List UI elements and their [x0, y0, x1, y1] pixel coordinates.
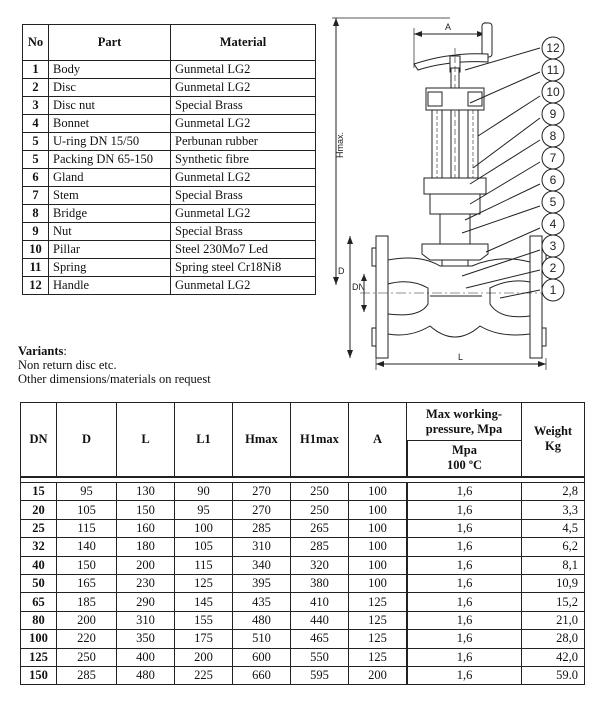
part-name: Pillar: [49, 241, 171, 259]
part-number: 9: [23, 223, 49, 241]
dims-cell-dn: 32: [21, 538, 57, 556]
dims-cell-h1max: 595: [291, 666, 349, 684]
callout-number: 8: [549, 129, 557, 143]
dims-cell-dn: 25: [21, 519, 57, 537]
dims-cell-l1: 100: [175, 519, 233, 537]
dims-table-row: [21, 611, 585, 629]
dims-cell-dn: 40: [21, 556, 57, 574]
dims-cell-l1: 155: [175, 611, 233, 629]
part-material: Gunmetal LG2: [171, 61, 316, 79]
part-number: 12: [23, 277, 49, 295]
dim-label-l: L: [458, 352, 464, 362]
part-name: Disc nut: [49, 97, 171, 115]
dims-cell-weight: 15,2: [522, 593, 585, 611]
dims-cell-a: 100: [349, 556, 407, 574]
dims-cell-weight: 3,3: [522, 501, 585, 519]
dims-header-l1: L1: [175, 403, 233, 477]
dims-cell-l: 350: [117, 630, 175, 648]
callout-number: 11: [546, 63, 560, 77]
dims-cell-hmax: 660: [233, 666, 291, 684]
dim-label-dn: DN: [352, 282, 365, 292]
dims-header-a: A: [349, 403, 407, 477]
parts-table-row: [23, 133, 316, 151]
dims-cell-weight: 6,2: [522, 538, 585, 556]
dims-cell-l1: 225: [175, 666, 233, 684]
part-name: Packing DN 65-150: [49, 151, 171, 169]
dims-cell-weight: 10,9: [522, 574, 585, 592]
dims-table-row: [21, 574, 585, 592]
dims-header-dn: DN: [21, 403, 57, 477]
dims-cell-l1: 90: [175, 483, 233, 501]
dims-cell-hmax: 510: [233, 630, 291, 648]
parts-table-row: [23, 205, 316, 223]
dim-label-d: D: [338, 266, 345, 276]
dims-cell-hmax: 480: [233, 611, 291, 629]
part-material: Gunmetal LG2: [171, 277, 316, 295]
dims-cell-h1max: 410: [291, 593, 349, 611]
parts-header-no: No: [23, 25, 49, 61]
part-name: Body: [49, 61, 171, 79]
part-number: 7: [23, 187, 49, 205]
dims-cell-mpa: 1,6: [408, 556, 522, 574]
dims-cell-hmax: 270: [233, 483, 291, 501]
dims-cell-dn: 150: [21, 666, 57, 684]
parts-table: [22, 24, 316, 295]
dims-cell-dn: 20: [21, 501, 57, 519]
dims-cell-h1max: 285: [291, 538, 349, 556]
part-name: Nut: [49, 223, 171, 241]
part-number: 11: [23, 259, 49, 277]
parts-table-header: [23, 25, 316, 61]
dims-cell-weight: 59.0: [522, 666, 585, 684]
dims-cell-dn: 15: [21, 483, 57, 501]
dims-table-row: [21, 538, 585, 556]
dims-header-pressure-text: Max working-pressure, Mpa: [425, 406, 503, 436]
dims-cell-l: 310: [117, 611, 175, 629]
callout-number: 4: [549, 217, 557, 231]
dims-cell-hmax: 435: [233, 593, 291, 611]
dims-table-row: [21, 593, 585, 611]
dims-cell-weight: 2,8: [522, 483, 585, 501]
part-material: Gunmetal LG2: [171, 115, 316, 133]
part-number: 3: [23, 97, 49, 115]
parts-table-row: [23, 169, 316, 187]
part-number: 2: [23, 79, 49, 97]
dims-cell-a: 125: [349, 611, 407, 629]
dims-cell-a: 100: [349, 574, 407, 592]
parts-table-row: [23, 151, 316, 169]
dims-cell-l1: 105: [175, 538, 233, 556]
part-material: Steel 230Mo7 Led: [171, 241, 316, 259]
dims-cell-d: 115: [57, 519, 117, 537]
dim-label-hmax: Hmax.: [335, 131, 345, 158]
part-number: 5: [23, 133, 49, 151]
dims-cell-h1max: 265: [291, 519, 349, 537]
part-name: Gland: [49, 169, 171, 187]
dims-cell-dn: 125: [21, 648, 57, 666]
dims-cell-h1max: 250: [291, 501, 349, 519]
dims-cell-dn: 100: [21, 630, 57, 648]
dims-cell-l: 480: [117, 666, 175, 684]
variants-title: Variants: [18, 344, 64, 358]
parts-table-row: [23, 241, 316, 259]
part-name: Bonnet: [49, 115, 171, 133]
dims-cell-weight: 21,0: [522, 611, 585, 629]
dims-cell-dn: 80: [21, 611, 57, 629]
dims-cell-d: 250: [57, 648, 117, 666]
part-name: U-ring DN 15/50: [49, 133, 171, 151]
part-material: Special Brass: [171, 97, 316, 115]
part-material: Gunmetal LG2: [171, 205, 316, 223]
valve-body: [388, 258, 530, 337]
dims-cell-l1: 200: [175, 648, 233, 666]
dims-cell-weight: 8,1: [522, 556, 585, 574]
parts-table-row: [23, 61, 316, 79]
callout-number: 10: [546, 85, 560, 99]
dims-header-mpa-unit: Mpa: [452, 443, 477, 458]
dims-table-row: [21, 556, 585, 574]
dims-header-row: [21, 403, 585, 441]
dims-header-mpa-100: [408, 441, 522, 477]
dims-cell-mpa: 1,6: [408, 519, 522, 537]
part-name: Stem: [49, 187, 171, 205]
part-number: 5: [23, 151, 49, 169]
parts-header-material: Material: [171, 25, 316, 61]
dims-table-row: [21, 630, 585, 648]
part-number: 4: [23, 115, 49, 133]
dims-cell-a: 100: [349, 519, 407, 537]
dims-cell-l1: 95: [175, 501, 233, 519]
dims-cell-a: 125: [349, 593, 407, 611]
dims-cell-l: 200: [117, 556, 175, 574]
dims-cell-weight: 4,5: [522, 519, 585, 537]
dims-cell-d: 200: [57, 611, 117, 629]
dims-cell-d: 185: [57, 593, 117, 611]
variants-note: [18, 344, 211, 386]
dims-cell-a: 100: [349, 483, 407, 501]
dims-header-weight: [522, 403, 585, 477]
part-material: Special Brass: [171, 223, 316, 241]
dims-cell-a: 100: [349, 501, 407, 519]
parts-table-row: [23, 115, 316, 133]
dims-header-d: D: [57, 403, 117, 477]
dims-cell-hmax: 270: [233, 501, 291, 519]
variants-colon: :: [63, 344, 67, 358]
valve-drawing: [330, 8, 592, 378]
callout-number: 3: [549, 239, 557, 253]
dims-cell-a: 100: [349, 538, 407, 556]
dims-cell-l: 230: [117, 574, 175, 592]
parts-table-row: [23, 223, 316, 241]
dims-table-row: [21, 501, 585, 519]
dims-cell-l1: 175: [175, 630, 233, 648]
dims-cell-l: 180: [117, 538, 175, 556]
dims-cell-d: 220: [57, 630, 117, 648]
part-number: 6: [23, 169, 49, 187]
handle: [482, 23, 492, 57]
dims-cell-l: 130: [117, 483, 175, 501]
dims-cell-h1max: 250: [291, 483, 349, 501]
dimensions-table: [20, 402, 585, 685]
dims-cell-h1max: 380: [291, 574, 349, 592]
parts-table-row: [23, 79, 316, 97]
dims-cell-l: 290: [117, 593, 175, 611]
dims-cell-a: 200: [349, 666, 407, 684]
dims-cell-dn: 65: [21, 593, 57, 611]
dims-cell-d: 105: [57, 501, 117, 519]
dims-cell-d: 165: [57, 574, 117, 592]
dims-cell-mpa: 1,6: [408, 648, 522, 666]
variants-line-1: Non return disc etc.: [18, 358, 117, 372]
dims-cell-h1max: 440: [291, 611, 349, 629]
callout-number: 6: [549, 173, 557, 187]
dims-table-row: [21, 483, 585, 501]
dims-cell-h1max: 550: [291, 648, 349, 666]
dims-cell-l: 400: [117, 648, 175, 666]
callout-number: 9: [549, 107, 557, 121]
part-material: Spring steel Cr18Ni8: [171, 259, 316, 277]
parts-table-row: [23, 277, 316, 295]
dims-cell-mpa: 1,6: [408, 611, 522, 629]
callout-number: 1: [549, 283, 557, 297]
dims-cell-a: 125: [349, 648, 407, 666]
callout-number: 12: [546, 41, 560, 55]
callout-number: 7: [549, 151, 557, 165]
part-number: 1: [23, 61, 49, 79]
dim-label-a: A: [445, 22, 452, 32]
dims-header-h1max: H1max: [291, 403, 349, 477]
dims-cell-d: 150: [57, 556, 117, 574]
parts-table-row: [23, 97, 316, 115]
dims-header-weight-text: Weight Kg: [533, 424, 573, 454]
dims-cell-l1: 115: [175, 556, 233, 574]
dims-cell-h1max: 465: [291, 630, 349, 648]
dims-cell-l1: 125: [175, 574, 233, 592]
dims-cell-hmax: 310: [233, 538, 291, 556]
part-name: Spring: [49, 259, 171, 277]
dims-cell-weight: 28,0: [522, 630, 585, 648]
part-material: Gunmetal LG2: [171, 169, 316, 187]
part-material: Gunmetal LG2: [171, 79, 316, 97]
part-number: 8: [23, 205, 49, 223]
flange-right: [530, 236, 542, 358]
dims-cell-hmax: 600: [233, 648, 291, 666]
dims-cell-l1: 145: [175, 593, 233, 611]
dims-cell-mpa: 1,6: [408, 630, 522, 648]
part-material: Special Brass: [171, 187, 316, 205]
callout-number: 2: [549, 261, 557, 275]
dims-cell-l: 160: [117, 519, 175, 537]
dims-cell-mpa: 1,6: [408, 666, 522, 684]
part-material: Synthetic fibre: [171, 151, 316, 169]
variants-line-2: Other dimensions/materials on request: [18, 372, 211, 386]
dims-cell-h1max: 320: [291, 556, 349, 574]
part-material: Perbunan rubber: [171, 133, 316, 151]
dims-cell-l: 150: [117, 501, 175, 519]
dims-cell-dn: 50: [21, 574, 57, 592]
part-name: Bridge: [49, 205, 171, 223]
dims-cell-d: 285: [57, 666, 117, 684]
parts-table-row: [23, 187, 316, 205]
dims-cell-mpa: 1,6: [408, 574, 522, 592]
part-name: Disc: [49, 79, 171, 97]
parts-header-part: Part: [49, 25, 171, 61]
callout-number: 5: [549, 195, 557, 209]
flange-left: [376, 236, 388, 358]
dims-cell-mpa: 1,6: [408, 501, 522, 519]
dims-header-l: L: [117, 403, 175, 477]
dims-cell-hmax: 395: [233, 574, 291, 592]
dims-cell-d: 95: [57, 483, 117, 501]
part-number: 10: [23, 241, 49, 259]
dims-cell-mpa: 1,6: [408, 538, 522, 556]
dims-cell-a: 125: [349, 630, 407, 648]
dims-cell-mpa: 1,6: [408, 593, 522, 611]
dims-cell-hmax: 340: [233, 556, 291, 574]
dims-header-pressure: [407, 403, 522, 441]
part-name: Handle: [49, 277, 171, 295]
dims-cell-weight: 42,0: [522, 648, 585, 666]
dims-cell-mpa: 1,6: [408, 483, 522, 501]
dims-table-row: [21, 648, 585, 666]
parts-table-row: [23, 259, 316, 277]
dims-cell-d: 140: [57, 538, 117, 556]
dims-header-hmax: Hmax: [233, 403, 291, 477]
dims-cell-hmax: 285: [233, 519, 291, 537]
dims-table-row: [21, 519, 585, 537]
dims-table-row: [21, 666, 585, 684]
dims-header-mpa-temp: 100 ºC: [446, 458, 483, 473]
